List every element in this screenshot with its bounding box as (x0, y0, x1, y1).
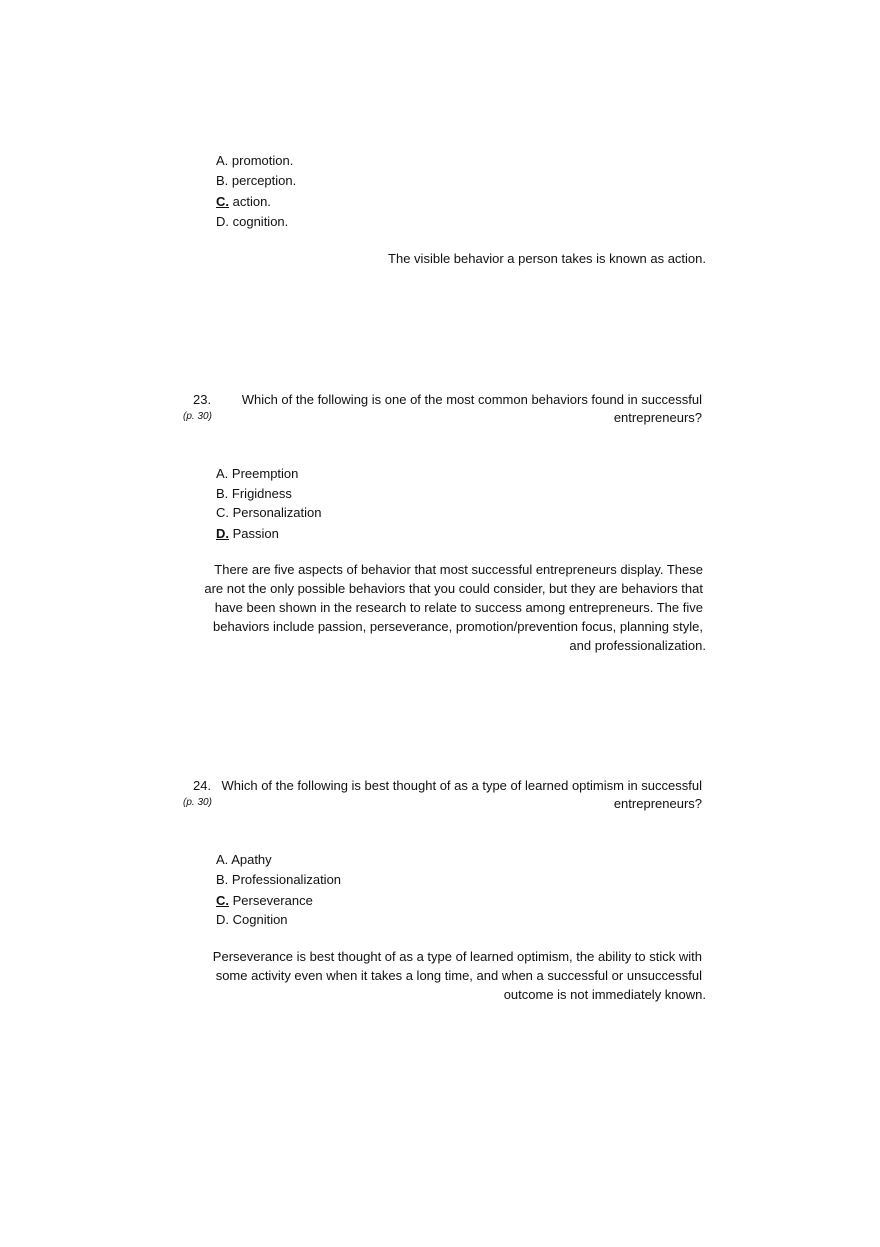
choice-letter: D. (216, 912, 229, 927)
choice-text: action. (229, 194, 271, 209)
choice-letter: D. (216, 214, 229, 229)
q22-choice-a (216, 153, 293, 169)
question-text (221, 777, 702, 813)
page-reference: (p. 30) (183, 411, 212, 422)
q23-choice-c (216, 505, 322, 521)
correct-answer-letter: D. (216, 526, 229, 541)
page-reference: (p. 30) (183, 797, 212, 808)
explanation-line: There are five aspects of behavior that most successful entrepreneurs display. These (214, 562, 703, 577)
q24-choice-d (216, 912, 288, 928)
explanation-line: The visible behavior a person takes is known as action. (388, 251, 706, 266)
choice-text: Personalization (229, 505, 322, 520)
question-text (242, 391, 702, 427)
explanation-line: behaviors include passion, perseverance, promotion/prevention focus, planning style, (213, 619, 703, 634)
choice-text: Apathy (228, 852, 272, 867)
choice-text: Cognition (229, 912, 288, 927)
q24-choice-c-correct (216, 893, 313, 909)
q24-choice-a (216, 852, 272, 868)
choice-text: Professionalization (228, 872, 342, 887)
q24-explanation (213, 947, 706, 1004)
q23-choice-b (216, 486, 292, 502)
choice-text: Perseverance (229, 893, 313, 908)
choice-letter: B. (216, 486, 229, 501)
choice-text: perception. (228, 173, 297, 188)
explanation-line: have been shown in the research to relate to success among entrepreneurs. The five (214, 600, 703, 615)
explanation-line: are not the only possible behaviors that you could consider, but they are behaviors that (204, 581, 703, 596)
choice-letter: A. (216, 852, 229, 867)
question-line: entrepreneurs? (613, 410, 702, 425)
q23-explanation (204, 560, 706, 655)
q23-choice-d-correct (216, 526, 279, 542)
choice-text: Frigidness (228, 486, 292, 501)
q22-explanation (388, 249, 706, 268)
correct-answer-letter: C. (216, 893, 229, 908)
choice-text: cognition. (229, 214, 289, 229)
choice-letter: A. (216, 153, 229, 168)
q23-choice-a (216, 466, 298, 482)
explanation-line: and professionalization. (569, 638, 706, 653)
choice-letter: B. (216, 173, 229, 188)
choice-letter: C. (216, 505, 229, 520)
choice-text: Passion (229, 526, 279, 541)
question-number: 24. (193, 778, 212, 793)
choice-text: promotion. (228, 153, 294, 168)
q24-choice-b (216, 872, 341, 888)
q22-choice-b (216, 173, 296, 189)
q22-choice-d (216, 214, 288, 230)
explanation-line: Perseverance is best thought of as a type of learned optimism, the ability to stick with (212, 949, 702, 964)
question-line: entrepreneurs? (613, 796, 702, 811)
choice-text: Preemption (228, 466, 299, 481)
explanation-line: outcome is not immediately known. (503, 987, 706, 1002)
q22-choice-c-correct (216, 194, 271, 210)
question-number: 23. (193, 392, 212, 407)
correct-answer-letter: C. (216, 194, 229, 209)
explanation-line: some activity even when it takes a long time, and when a successful or unsuccessful (215, 968, 702, 983)
question-line: Which of the following is one of the most common behaviors found in successful (241, 392, 702, 407)
choice-letter: A. (216, 466, 229, 481)
choice-letter: B. (216, 872, 229, 887)
question-line: Which of the following is best thought of as a type of learned optimism in successful (221, 778, 702, 793)
